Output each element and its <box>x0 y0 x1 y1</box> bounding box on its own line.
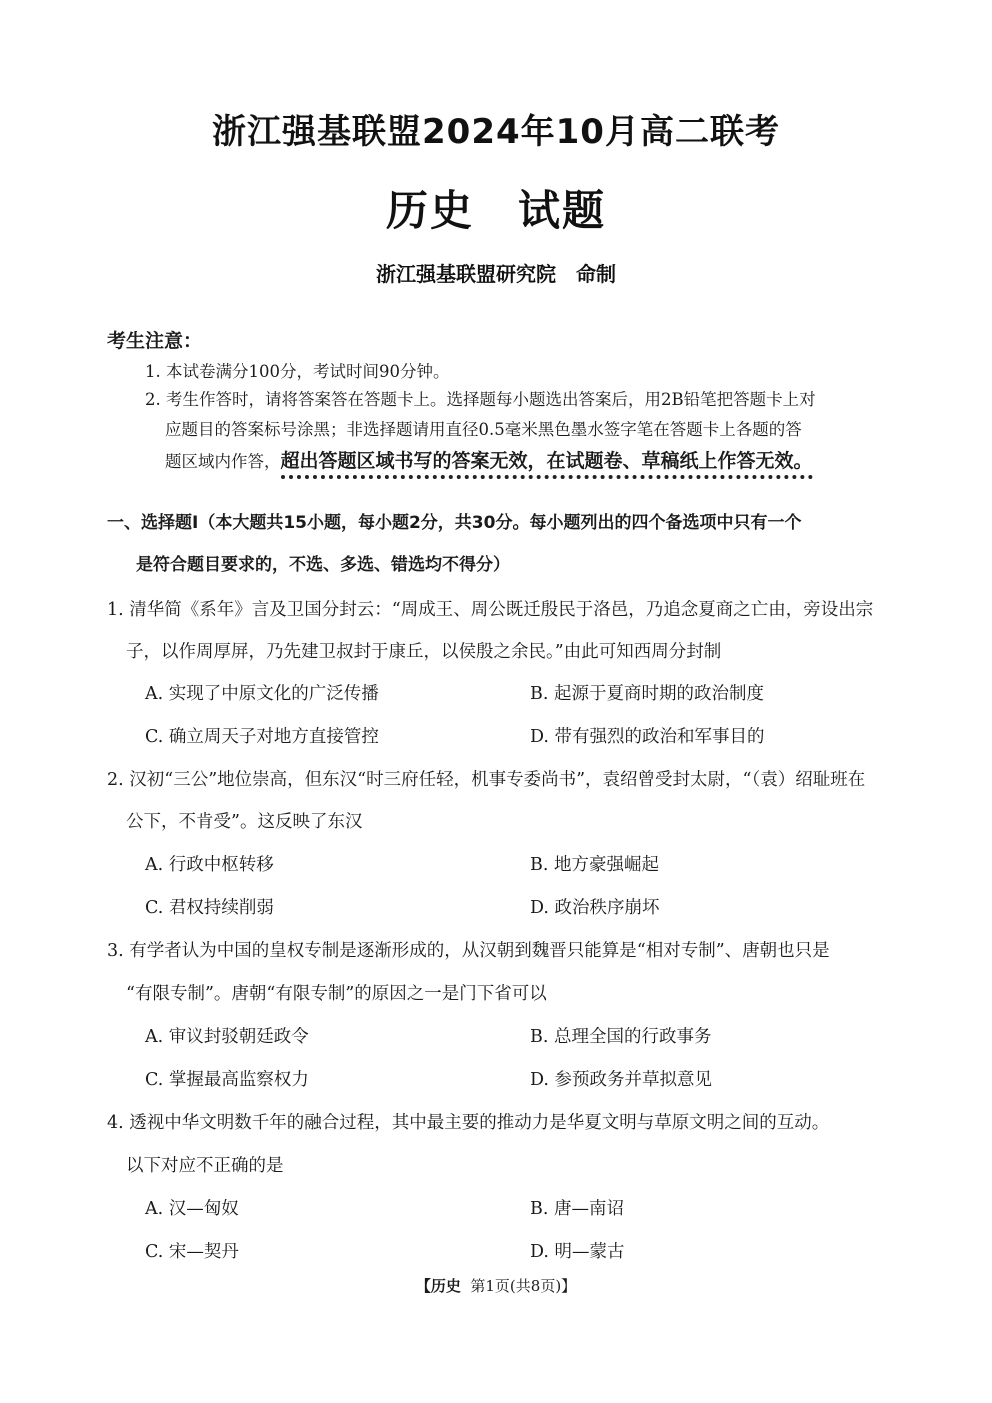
question-2-option-d: D. 政治秩序崩坏 <box>530 898 660 918</box>
question-3-option-b: B. 总理全国的行政事务 <box>530 1027 712 1047</box>
question-1-option-b: B. 起源于夏商时期的政治制度 <box>530 684 764 704</box>
page-footer <box>0 1275 992 1296</box>
notice-item-2-plain: 题区域内作答， <box>165 452 281 471</box>
question-1-option-a: A. 实现了中原文化的广泛传播 <box>145 684 379 704</box>
footer-subject: 【历史 <box>415 1277 461 1295</box>
question-3-option-c: C. 掌握最高监察权力 <box>145 1070 309 1090</box>
notice-item-2-line-1: 2. 考生作答时，请将答案答在答题卡上。选择题每小题选出答案后，用2B铅笔把答题卡上对 <box>145 390 816 409</box>
question-4-option-b: B. 唐—南诏 <box>530 1199 624 1219</box>
question-2-option-a: A. 行政中枢转移 <box>145 855 274 875</box>
question-1-line-1: 1. 清华简《系年》言及卫国分封云：“周成王、周公既迁殷民于洛邑，乃追念夏商之亡由，旁设出宗 <box>107 600 874 620</box>
exam-title: 浙江强基联盟2024年10月高二联考 <box>212 112 780 152</box>
question-4-option-a: A. 汉—匈奴 <box>145 1199 239 1219</box>
question-3-option-d: D. 参预政务并草拟意见 <box>530 1070 713 1090</box>
notice-item-2-line-2: 应题目的答案标号涂黑；非选择题请用直径0.5毫米黑色墨水签字笔在答题卡上各题的答 <box>165 420 802 439</box>
question-1-line-2: 子，以作周厚屏，乃先建卫叔封于康丘，以侯殷之余民。”由此可知西周分封制 <box>126 642 722 662</box>
question-4-option-c: C. 宋—契丹 <box>145 1242 239 1262</box>
question-3-line-1: 3. 有学者认为中国的皇权专制是逐渐形成的，从汉朝到魏晋只能算是“相对专制”、唐朝也只是 <box>107 941 830 961</box>
issuer-line: 浙江强基联盟研究院 命制 <box>376 262 616 286</box>
question-3-line-2: “有限专制”。唐朝“有限专制”的原因之一是门下省可以 <box>126 984 547 1004</box>
question-4-line-1: 4. 透视中华文明数千年的融合过程，其中最主要的推动力是华夏文明与草原文明之间的互动。 <box>107 1113 830 1133</box>
question-1-option-c: C. 确立周天子对地方直接管控 <box>145 727 379 747</box>
question-2-line-1: 2. 汉初“三公”地位崇高，但东汉“时三府任轻，机事专委尚书”，袁绍曾受封太尉，“（袁）绍耻班在 <box>107 770 866 790</box>
question-3-option-a: A. 审议封驳朝廷政令 <box>145 1027 309 1047</box>
section-heading-line-1: 一、选择题Ⅰ（本大题共15小题，每小题2分，共30分。每小题列出的四个备选项中只有一个 <box>107 513 802 533</box>
question-1-option-d: D. 带有强烈的政治和军事目的 <box>530 727 765 747</box>
question-2-line-2: 公下，不肯受”。这反映了东汉 <box>126 812 363 832</box>
footer-page-number: 第1页(共8页)】 <box>470 1277 577 1295</box>
subject-title: 历史 试题 <box>385 186 606 235</box>
question-4-line-2: 以下对应不正确的是 <box>126 1156 284 1176</box>
question-2-option-b: B. 地方豪强崛起 <box>530 855 659 875</box>
notice-emphasis: 超出答题区域书写的答案无效，在试题卷、草稿纸上作答无效。 <box>281 450 813 479</box>
section-heading-line-2: 是符合题目要求的，不选、多选、错选均不得分） <box>136 555 510 575</box>
notice-item-1: 1. 本试卷满分100分，考试时间90分钟。 <box>145 362 450 381</box>
question-4-option-d: D. 明—蒙古 <box>530 1242 625 1262</box>
notice-heading: 考生注意： <box>107 330 203 352</box>
notice-item-2-line-3 <box>165 446 813 473</box>
question-2-option-c: C. 君权持续削弱 <box>145 898 274 918</box>
